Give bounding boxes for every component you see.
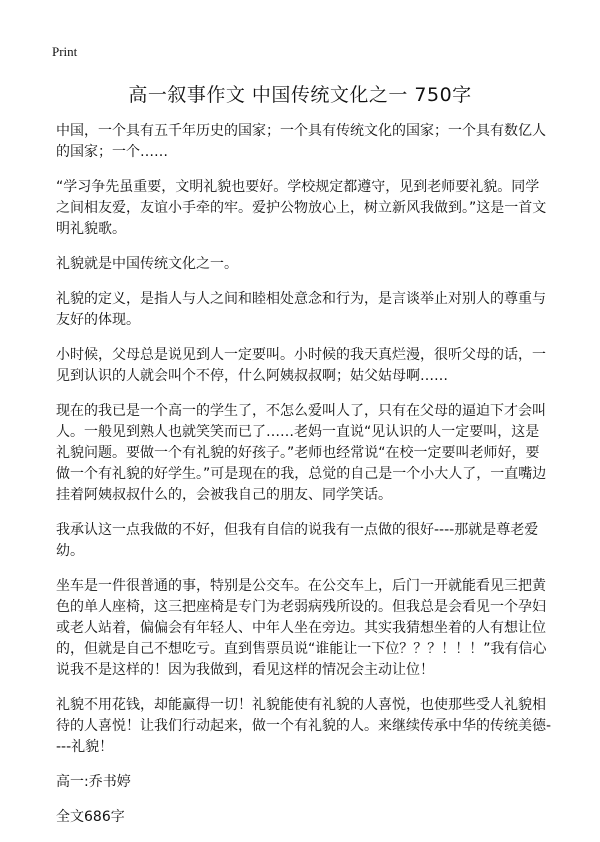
paragraph-intro: 中国，一个具有五千年历史的国家；一个具有传统文化的国家；一个具有数亿人的国家；一个……	[56, 123, 546, 160]
author-line: 高一:乔书婷	[56, 774, 131, 790]
article-body	[56, 121, 552, 842]
paragraph-song: “学习争先虽重要，文明礼貌也要好。学校规定都遵守，见到老师要礼貌。同学之间相友爱，友谊小手牵的牢。爱护公物放心上，树立新风我做到。”这是一首文明礼貌歌。	[56, 179, 547, 237]
paragraph-definition: 礼貌的定义，是指人与人之间和睦相处意念和行为，是言谈举止对别人的尊重与友好的体现。	[56, 291, 546, 328]
paragraph-childhood: 小时候，父母总是说见到人一定要叫。小时候的我天真烂漫，很听父母的话，一见到认识的人就会叫个不停，什么阿姨叔叔啊；姑父姑母啊……	[56, 347, 546, 384]
paragraph-bus: 坐车是一件很普通的事，特别是公交车。在公交车上，后门一开就能看见三把黄色的单人座椅，这三把座椅是专门为老弱病残所设的。但我总是会看见一个孕妇或老人站着，偏偏会有年轻人、中年人坐在旁边。其实我猜想坐着的人有想让位的，但就是自己不想吃亏。直到售票员说“谁能让一下位？？？！！！”我有信心说我不是这样的！因为我做到，看见这样的情况会主动让位！	[56, 578, 547, 678]
article-title: 高一叙事作文 中国传统文化之一 750字	[128, 84, 472, 106]
paragraph-thesis: 礼貌就是中国传统文化之一。	[56, 256, 238, 272]
print-link[interactable]: Print	[52, 44, 78, 59]
paragraph-present: 现在的我已是一个高一的学生了，不怎么爱叫人了，只有在父母的逼迫下才会叫人。一般见到熟人也就笑笑而已了……老妈一直说“见认识的人一定要叫，这是礼貌问题。要做一个有礼貌的好孩子。”老师也经常说“在校一定要叫老师好，要做一个有礼貌的好学生。”可是现在的我，总觉的自己是一个小大人了，一直嘴边挂着阿姨叔叔什么的，会被我自己的朋友、同学笑话。	[56, 403, 547, 503]
paragraph-admission: 我承认这一点我做的不好，但我有自信的说我有一点做的很好----那就是尊老爱幼。	[56, 522, 539, 559]
word-count: 全文686字	[56, 809, 125, 825]
paragraph-conclusion: 礼貌不用花钱，却能赢得一切！礼貌能使有礼貌的人喜悦，也使那些受人礼貌相待的人喜悦！让我们行动起来，做一个有礼貌的人。来继续传承中华的传统美德----礼貌！	[56, 697, 552, 755]
